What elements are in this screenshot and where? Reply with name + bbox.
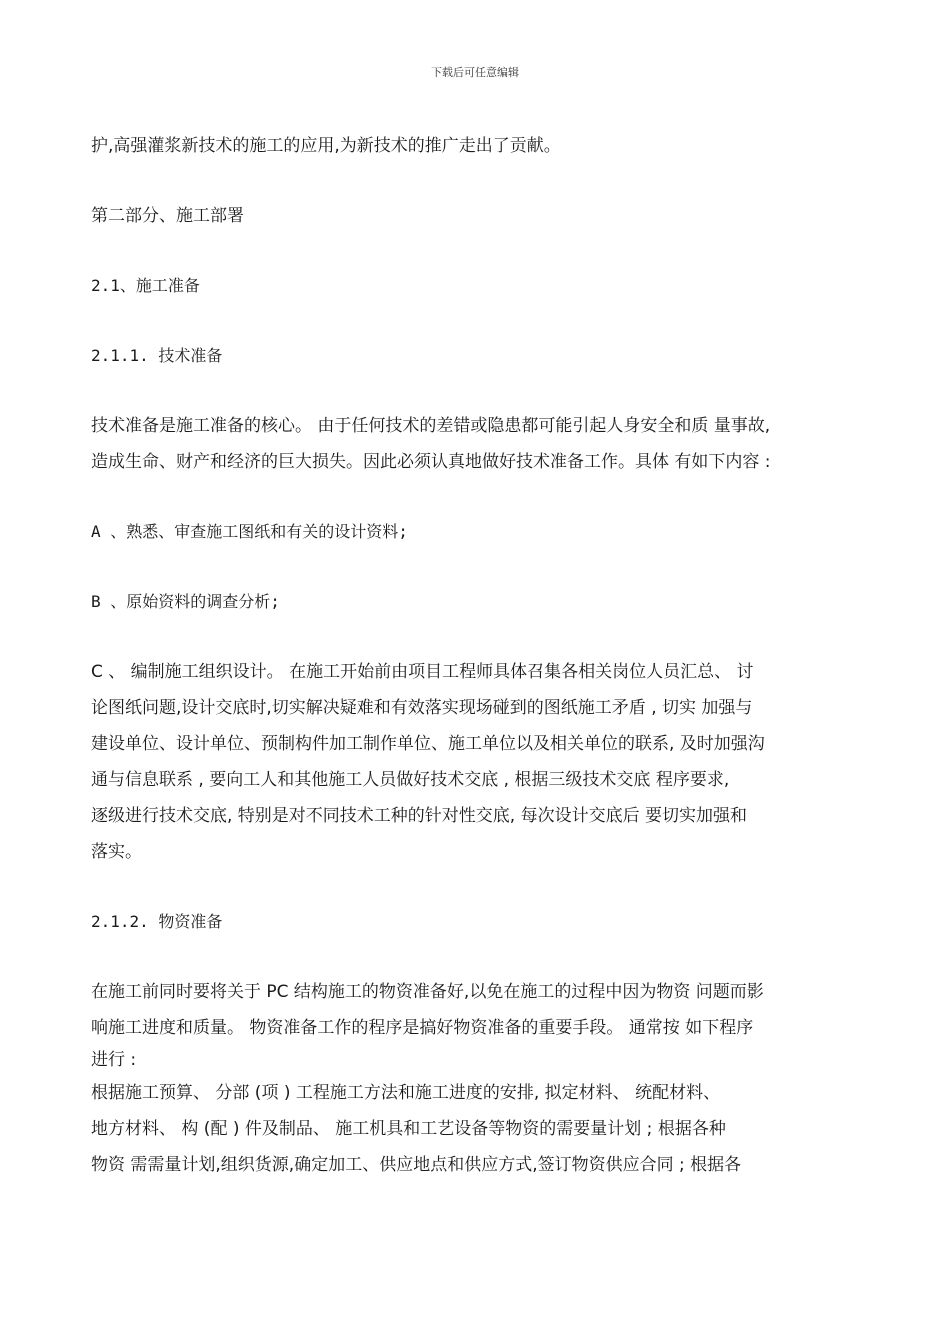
text-line: 落实。 (91, 842, 142, 862)
text-line: 技术准备是施工准备的核心。 由于任何技术的差错或隐患都可能引起人身安全和质 量事故, (91, 416, 771, 436)
text-line: 造成生命、财产和经济的巨大损失。因此必须认真地做好技术准备工作。具体 有如下内容 : (91, 452, 771, 472)
text-line: 地方材料、 构 (配 ) 件及制品、 施工机具和工艺设备等物资的需要量计划 ; 根据各种 (91, 1119, 726, 1139)
text-line: B 、原始资料的调查分析; (91, 592, 280, 611)
text-line: 在施工前同时要将关于 PC 结构施工的物资准备好,以免在施工的过程中因为物资 问题而影 (91, 982, 764, 1002)
text-line: 建设单位、设计单位、预制构件加工制作单位、施工单位以及相关单位的联系, 及时加强沟 (91, 734, 765, 754)
text-line: 第二部分、施工部署 (91, 206, 244, 226)
text-line: 2.1.2. 物资准备 (91, 912, 223, 931)
section-heading (91, 198, 861, 234)
subsection-heading-2-1-2 (91, 904, 861, 940)
text-line: 逐级进行技术交底, 特别是对不同技术工种的针对性交底, 每次设计交底后 要切实加强和 (91, 806, 748, 826)
list-item-c (91, 654, 861, 870)
text-line: 护,高强灌浆新技术的施工的应用,为新技术的推广走出了贡献。 (91, 136, 561, 156)
text-line: 通与信息联系 , 要向工人和其他施工人员做好技术交底 , 根据三级技术交底 程序要求, (91, 770, 730, 790)
text-line: 根据施工预算、 分部 (项 ) 工程施工方法和施工进度的安排, 拟定材料、 统配材料、 (91, 1083, 721, 1103)
text-line: 2.1、施工准备 (91, 276, 200, 295)
paragraph-material-prep (91, 974, 861, 1075)
text-line: 2.1.1. 技术准备 (91, 346, 223, 365)
paragraph-material-procedure (91, 1075, 861, 1183)
subsection-heading-2-1-1 (91, 338, 861, 374)
text-line: A 、熟悉、审查施工图纸和有关的设计资料; (91, 522, 408, 541)
text-line: 论图纸问题,设计交底时,切实解决疑难和有效落实现场碰到的图纸施工矛盾 , 切实 加强与 (91, 698, 753, 718)
list-item-a (91, 514, 861, 550)
paragraph-intro-tail (91, 128, 861, 164)
text-line: 响施工进度和质量。 物资准备工作的程序是搞好物资准备的重要手段。 通常按 如下程序 (91, 1018, 754, 1038)
paragraph-tech-prep (91, 408, 861, 480)
subsection-heading-2-1 (91, 268, 861, 304)
list-item-b (91, 584, 861, 620)
document-body (91, 128, 861, 1183)
text-line: C 、 编制施工组织设计。 在施工开始前由项目工程师具体召集各相关岗位人员汇总、 讨 (91, 662, 754, 682)
header-text: 下载后可任意编辑 (431, 66, 519, 79)
page-header (0, 66, 950, 80)
text-line: 物资 需需量计划,组织货源,确定加工、供应地点和供应方式,签订物资供应合同 ; 根据各 (91, 1155, 742, 1175)
text-line: 进行 : (91, 1050, 137, 1070)
